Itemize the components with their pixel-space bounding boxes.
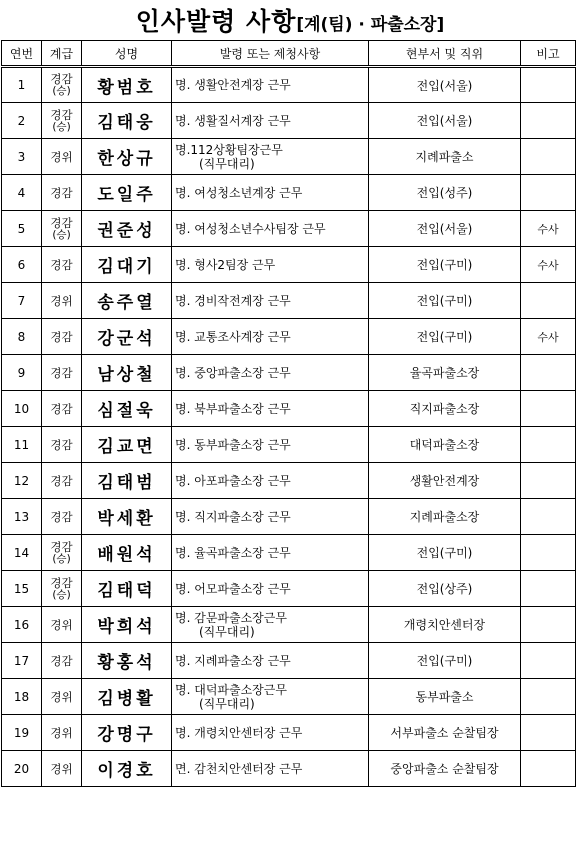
row-number: 4 — [2, 175, 42, 211]
row-order — [172, 391, 369, 427]
order-text: 명. 대덕파출소장근무 — [175, 682, 287, 697]
row-current-position: 전입(서울) — [369, 103, 521, 139]
row-order — [172, 103, 369, 139]
row-rank — [42, 535, 82, 571]
order-text: 명. 개령치안센터장 근무 — [175, 725, 303, 740]
rank-label: 경감 — [50, 215, 73, 230]
table-row — [2, 499, 576, 535]
table-row — [2, 463, 576, 499]
row-current-position: 전입(구미) — [369, 247, 521, 283]
row-order — [172, 427, 369, 463]
order-text: 면. 감천치안센터장 근무 — [175, 761, 303, 776]
row-name: 권준성 — [82, 211, 172, 247]
rank-label: 경감 — [50, 575, 73, 590]
header-note: 비고 — [521, 41, 576, 67]
rank-label: 경위 — [50, 617, 73, 632]
order-note: (직무대리) — [199, 696, 255, 711]
row-rank — [42, 139, 82, 175]
row-rank — [42, 463, 82, 499]
row-order — [172, 463, 369, 499]
row-order — [172, 139, 369, 175]
rank-label: 경감 — [50, 365, 73, 380]
row-name: 강명구 — [82, 715, 172, 751]
row-note — [521, 643, 576, 679]
row-rank — [42, 67, 82, 103]
row-note — [521, 463, 576, 499]
header-order: 발령 또는 제청사항 — [172, 41, 369, 67]
row-order — [172, 715, 369, 751]
order-text: 명.112상황팀장근무 — [175, 142, 283, 157]
row-order — [172, 499, 369, 535]
rank-label: 경감 — [50, 437, 73, 452]
table-row — [2, 643, 576, 679]
row-name: 강군석 — [82, 319, 172, 355]
rank-label: 경감 — [50, 539, 73, 554]
order-text: 명. 어모파출소장 근무 — [175, 581, 291, 596]
order-text: 명. 생활안전계장 근무 — [175, 78, 291, 92]
row-current-position: 전입(성주) — [369, 175, 521, 211]
row-order — [172, 751, 369, 787]
row-rank — [42, 283, 82, 319]
rank-label: 경위 — [50, 761, 73, 776]
row-rank — [42, 427, 82, 463]
row-current-position: 생활안전계장 — [369, 463, 521, 499]
rank-label: 경위 — [50, 725, 73, 740]
row-current-position: 율곡파출소장 — [369, 355, 521, 391]
row-current-position: 지례파출소 — [369, 139, 521, 175]
row-name: 김대기 — [82, 247, 172, 283]
row-current-position: 서부파출소 순찰팀장 — [369, 715, 521, 751]
header-row — [2, 41, 576, 67]
row-note — [521, 391, 576, 427]
header-number: 연번 — [2, 41, 42, 67]
row-current-position: 대덕파출소장 — [369, 427, 521, 463]
table-row — [2, 175, 576, 211]
row-name: 김태덕 — [82, 571, 172, 607]
row-number: 5 — [2, 211, 42, 247]
row-rank — [42, 571, 82, 607]
rank-label: 경감 — [50, 72, 73, 86]
row-number: 18 — [2, 679, 42, 715]
order-text: 명. 율곡파출소장 근무 — [175, 545, 291, 560]
table-row — [2, 211, 576, 247]
row-current-position: 개령치안센터장 — [369, 607, 521, 643]
rank-label: 경감 — [50, 329, 73, 344]
row-number: 19 — [2, 715, 42, 751]
order-text: 명. 생활질서계장 근무 — [175, 113, 291, 128]
row-number: 7 — [2, 283, 42, 319]
row-note — [521, 607, 576, 643]
row-current-position: 전입(서울) — [369, 211, 521, 247]
row-order — [172, 355, 369, 391]
row-name: 송주열 — [82, 283, 172, 319]
table-row — [2, 427, 576, 463]
order-text: 명. 교통조사계장 근무 — [175, 329, 291, 344]
table-row — [2, 283, 576, 319]
row-current-position: 전입(상주) — [369, 571, 521, 607]
row-note — [521, 355, 576, 391]
row-number: 10 — [2, 391, 42, 427]
row-rank — [42, 247, 82, 283]
title-sub: [계(팀) · 파출소장] — [296, 15, 445, 35]
row-name: 배원석 — [82, 535, 172, 571]
row-note — [521, 715, 576, 751]
row-current-position: 전입(구미) — [369, 319, 521, 355]
row-note — [521, 427, 576, 463]
row-number: 12 — [2, 463, 42, 499]
row-note — [521, 751, 576, 787]
rank-label: 경감 — [50, 107, 73, 122]
order-text: 명. 감문파출소장근무 — [175, 610, 287, 625]
order-text: 명. 경비작전계장 근무 — [175, 293, 291, 308]
row-note — [521, 103, 576, 139]
row-note: 수사 — [521, 247, 576, 283]
header-rank: 계급 — [42, 41, 82, 67]
row-order — [172, 571, 369, 607]
row-name: 김병활 — [82, 679, 172, 715]
table-row — [2, 247, 576, 283]
row-order — [172, 247, 369, 283]
header-name: 성명 — [82, 41, 172, 67]
promotion-mark: (승) — [52, 120, 71, 133]
row-current-position: 전입(구미) — [369, 643, 521, 679]
table-row — [2, 139, 576, 175]
row-rank — [42, 607, 82, 643]
rank-label: 경위 — [50, 293, 73, 308]
order-note: (직무대리) — [199, 156, 255, 171]
order-text: 명. 직지파출소장 근무 — [175, 509, 291, 524]
row-order — [172, 535, 369, 571]
row-note — [521, 679, 576, 715]
row-number: 2 — [2, 103, 42, 139]
row-order — [172, 211, 369, 247]
rank-label: 경감 — [50, 473, 73, 488]
row-number: 11 — [2, 427, 42, 463]
row-order — [172, 67, 369, 103]
table-row — [2, 319, 576, 355]
row-order — [172, 283, 369, 319]
promotion-mark: (승) — [52, 228, 71, 241]
row-order — [172, 643, 369, 679]
row-number: 3 — [2, 139, 42, 175]
row-name: 황범호 — [82, 67, 172, 103]
row-rank — [42, 391, 82, 427]
row-current-position: 직지파출소장 — [369, 391, 521, 427]
row-rank — [42, 319, 82, 355]
row-name: 도일주 — [82, 175, 172, 211]
row-current-position: 중앙파출소 순찰팀장 — [369, 751, 521, 787]
row-rank — [42, 679, 82, 715]
row-name: 이경호 — [82, 751, 172, 787]
header-current-position: 현부서 및 직위 — [369, 41, 521, 67]
row-rank — [42, 175, 82, 211]
row-current-position: 전입(구미) — [369, 535, 521, 571]
row-note — [521, 571, 576, 607]
rank-label: 경감 — [50, 653, 73, 668]
row-name: 박세환 — [82, 499, 172, 535]
rank-label: 경감 — [50, 185, 73, 200]
order-text: 명. 형사2팀장 근무 — [175, 257, 276, 272]
table-row — [2, 535, 576, 571]
order-note: (직무대리) — [199, 624, 255, 639]
row-current-position: 지례파출소장 — [369, 499, 521, 535]
order-text: 명. 지례파출소장 근무 — [175, 653, 291, 668]
row-order — [172, 607, 369, 643]
row-name: 심절욱 — [82, 391, 172, 427]
row-number: 8 — [2, 319, 42, 355]
order-text: 명. 아포파출소장 근무 — [175, 473, 291, 488]
row-note — [521, 139, 576, 175]
rank-label: 경감 — [50, 257, 73, 272]
rank-label: 경위 — [50, 689, 73, 704]
promotion-mark: (승) — [52, 85, 71, 97]
row-order — [172, 319, 369, 355]
row-rank — [42, 751, 82, 787]
row-number: 14 — [2, 535, 42, 571]
row-current-position: 전입(구미) — [369, 283, 521, 319]
row-name: 황홍석 — [82, 643, 172, 679]
row-name: 박희석 — [82, 607, 172, 643]
row-current-position: 동부파출소 — [369, 679, 521, 715]
row-note: 수사 — [521, 211, 576, 247]
row-number: 20 — [2, 751, 42, 787]
row-current-position: 전입(서울) — [369, 67, 521, 103]
row-rank — [42, 355, 82, 391]
row-number: 1 — [2, 67, 42, 103]
row-name: 김태범 — [82, 463, 172, 499]
table-row — [2, 67, 576, 103]
row-number: 6 — [2, 247, 42, 283]
row-number: 9 — [2, 355, 42, 391]
order-text: 명. 중앙파출소장 근무 — [175, 365, 291, 380]
order-text: 명. 북부파출소장 근무 — [175, 401, 291, 416]
table-row — [2, 715, 576, 751]
row-number: 15 — [2, 571, 42, 607]
order-text: 명. 여성청소년수사팀장 근무 — [175, 221, 326, 236]
row-rank — [42, 499, 82, 535]
rank-label: 경위 — [50, 149, 73, 164]
personnel-table — [1, 40, 576, 787]
promotion-mark: (승) — [52, 588, 71, 601]
row-name: 김태웅 — [82, 103, 172, 139]
table-row — [2, 751, 576, 787]
row-note — [521, 175, 576, 211]
row-name: 김교면 — [82, 427, 172, 463]
table-row — [2, 571, 576, 607]
rank-label: 경감 — [50, 401, 73, 416]
row-rank — [42, 103, 82, 139]
row-rank — [42, 643, 82, 679]
row-number: 13 — [2, 499, 42, 535]
row-note — [521, 67, 576, 103]
row-note — [521, 535, 576, 571]
row-rank — [42, 715, 82, 751]
table-body — [2, 67, 576, 787]
table-row — [2, 679, 576, 715]
title-main: 인사발령 사항 — [135, 7, 297, 36]
table-row — [2, 607, 576, 643]
row-note — [521, 499, 576, 535]
row-name: 한상규 — [82, 139, 172, 175]
order-text: 명. 여성청소년계장 근무 — [175, 185, 303, 200]
row-note — [521, 283, 576, 319]
row-number: 17 — [2, 643, 42, 679]
order-text: 명. 동부파출소장 근무 — [175, 437, 291, 452]
document-title — [0, 2, 580, 38]
row-rank — [42, 211, 82, 247]
table-row — [2, 103, 576, 139]
table-row — [2, 391, 576, 427]
row-order — [172, 679, 369, 715]
row-name: 남상철 — [82, 355, 172, 391]
promotion-mark: (승) — [52, 552, 71, 565]
row-note: 수사 — [521, 319, 576, 355]
table-row — [2, 355, 576, 391]
row-number: 16 — [2, 607, 42, 643]
rank-label: 경감 — [50, 509, 73, 524]
row-order — [172, 175, 369, 211]
